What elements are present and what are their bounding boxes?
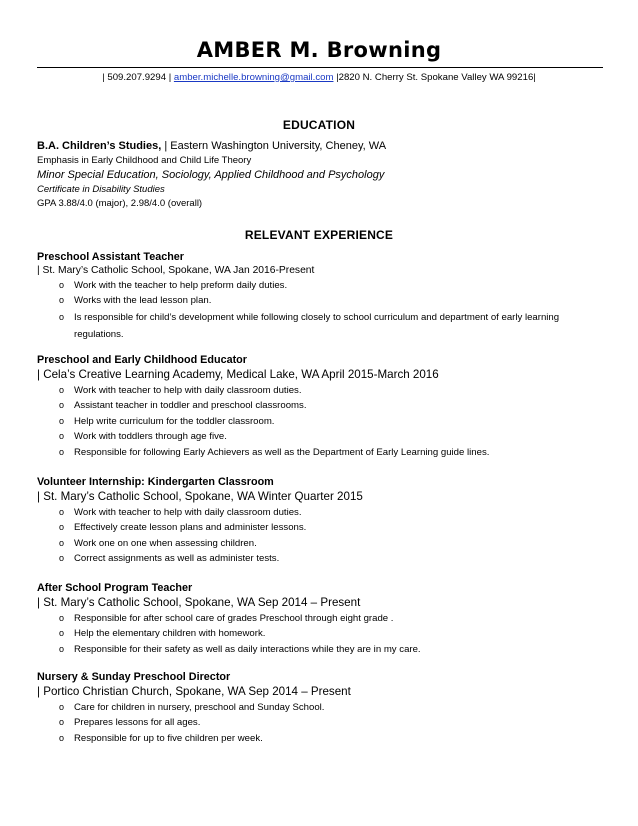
bullet-text: Responsible for following Early Achievers as well as the Department of Early Learning guide lines.	[74, 446, 490, 458]
minor-line: Minor Special Education, Sociology, Applied Childhood and Psychology	[37, 169, 385, 181]
bullet-marker: o	[59, 628, 65, 639]
bullet-item	[59, 536, 617, 551]
bullet-text: Responsible for their safety as well as daily interactions while they are in my care.	[74, 643, 421, 655]
job-place: | St. Mary’s Catholic School, Spokane, WA Winter Quarter 2015	[37, 490, 363, 503]
bullet-item	[59, 383, 617, 398]
degree-title: B.A. Children’s Studies,	[37, 140, 162, 152]
bullet-text: Works with the lead lesson plan.	[74, 295, 212, 307]
candidate-name: AMBER M. Browning	[196, 38, 442, 62]
job-place: | Cela’s Creative Learning Academy, Medical Lake, WA April 2015-March 2016	[37, 368, 439, 381]
bullet-item	[59, 445, 617, 460]
education-heading: EDUCATION	[282, 118, 356, 132]
bullet-marker: o	[59, 385, 65, 395]
degree-university: | Eastern Washington University, Cheney, WA	[161, 140, 387, 152]
bullet-marker: o	[59, 522, 65, 533]
header-divider	[37, 67, 603, 68]
education-section	[37, 139, 617, 212]
bullet-text: Work one on one when assessing children.	[74, 537, 257, 549]
bullet-item	[59, 293, 617, 308]
bullet-text: Work with teacher to help with daily classroom duties.	[74, 507, 302, 518]
bullet-text: Assistant teacher in toddler and preschool classrooms.	[74, 400, 307, 412]
bullet-marker: o	[59, 553, 65, 564]
bullet-text: Help the elementary children with homework.	[74, 628, 266, 640]
email-link[interactable]: amber.michelle.browning@gmail.com	[173, 72, 334, 83]
bullet-item	[59, 398, 617, 413]
bullet-item	[59, 626, 617, 641]
bullet-text: Work with toddlers through age five.	[74, 431, 227, 443]
degree-line	[37, 139, 617, 154]
bullet-marker: o	[59, 431, 65, 442]
bullet-marker: o	[59, 311, 65, 322]
job-place: | St. Mary’s Catholic School, Spokane, WA Sep 2014 – Present	[37, 596, 361, 609]
contact-address: |2820 N. Cherry St. Spokane Valley WA 99216|	[333, 72, 536, 83]
job-title: Preschool and Early Childhood Educator	[37, 354, 247, 366]
bullet-marker: o	[59, 446, 65, 457]
bullet-marker: o	[59, 613, 65, 623]
bullet-marker: o	[59, 400, 65, 411]
job-bullet-list	[37, 383, 617, 460]
job-place: | Portico Christian Church, Spokane, WA Sep 2014 – Present	[37, 685, 351, 698]
bullet-marker: o	[59, 280, 65, 290]
bullet-item	[59, 715, 617, 730]
job-bullet-list	[37, 505, 617, 567]
bullet-item	[59, 505, 617, 520]
job-title: Preschool Assistant Teacher	[37, 251, 185, 263]
bullet-item	[59, 520, 617, 535]
emphasis-line: Emphasis in Early Childhood and Child Life Theory	[37, 154, 252, 166]
job-bullet-list	[37, 278, 617, 343]
bullet-text: Work with teacher to help with daily classroom duties.	[74, 385, 302, 396]
contact-phone: | 509.207.9294 |	[102, 72, 174, 83]
bullet-item	[59, 414, 617, 429]
job-title: Nursery & Sunday Preschool Director	[37, 671, 231, 683]
contact-line	[0, 72, 638, 83]
bullet-marker: o	[59, 717, 65, 728]
job-bullet-list	[37, 700, 617, 746]
job-title: Volunteer Internship: Kindergarten Classroom	[37, 476, 274, 488]
bullet-text: Is responsible for child’s development while following closely to school curriculum and department of early learning regulations.	[74, 311, 560, 340]
bullet-text: Help write curriculum for the toddler classroom.	[74, 415, 275, 427]
job-entry	[37, 353, 617, 460]
bullet-item	[59, 642, 617, 657]
job-entry	[37, 670, 617, 746]
bullet-item	[59, 278, 617, 293]
bullet-marker: o	[59, 295, 65, 306]
bullet-item	[59, 700, 617, 715]
experience-heading: RELEVANT EXPERIENCE	[244, 228, 394, 242]
job-entry	[37, 250, 617, 343]
bullet-item	[59, 429, 617, 444]
bullet-text: Responsible for after school care of grades Preschool through eight grade .	[74, 613, 394, 624]
bullet-item	[59, 611, 617, 626]
bullet-text: Work with the teacher to help preform daily duties.	[74, 280, 288, 291]
bullet-item	[59, 551, 617, 566]
bullet-text: Correct assignments as well as administer tests.	[74, 553, 280, 565]
bullet-marker: o	[59, 507, 65, 517]
bullet-item	[59, 309, 584, 343]
gpa-line: GPA 3.88/4.0 (major), 2.98/4.0 (overall)	[37, 198, 203, 209]
bullet-marker: o	[59, 537, 65, 548]
bullet-marker: o	[59, 415, 65, 426]
bullet-text: Effectively create lesson plans and administer lessons.	[74, 522, 307, 534]
job-entry	[37, 475, 617, 567]
bullet-item	[59, 731, 617, 746]
certificate-line: Certificate in Disability Studies	[37, 183, 165, 195]
job-title: After School Program Teacher	[37, 582, 193, 594]
job-bullet-list	[37, 611, 617, 657]
bullet-text: Care for children in nursery, preschool and Sunday School.	[74, 702, 325, 713]
bullet-marker: o	[59, 702, 65, 712]
bullet-text: Responsible for up to five children per week.	[74, 732, 263, 744]
job-entry	[37, 581, 617, 657]
bullet-text: Prepares lessons for all ages.	[74, 717, 201, 729]
job-place: | St. Mary’s Catholic School, Spokane, WA Jan 2016-Present	[37, 265, 315, 276]
bullet-marker: o	[59, 643, 65, 654]
bullet-marker: o	[59, 732, 65, 743]
